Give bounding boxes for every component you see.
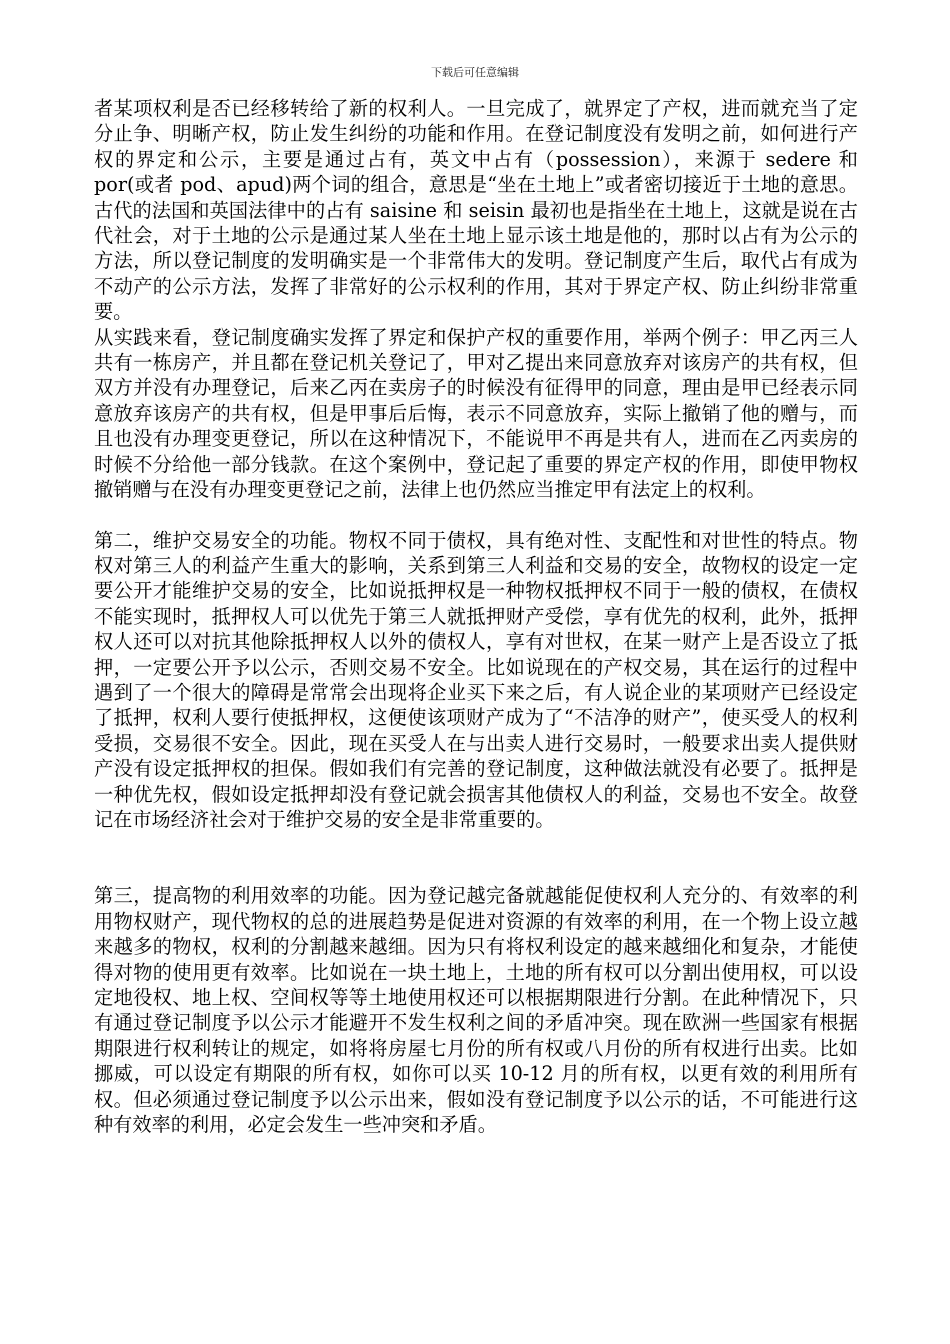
paragraph-practice-example: 从实践来看，登记制度确实发挥了界定和保护产权的重要作用，举两个例子：甲乙丙三人共有一栋房产，并且都在登记机关登记了，甲对乙提出来同意放弃对该房产的共有权，但双方并没有办理登记，后来乙丙在卖房子的时候没有征得甲的同意，理由是甲已经表示同意放弃该房产的共有权，但是甲事后后悔，表示不同意放弃，实际上撤销了他的赠与，而且也没有办理变更登记，所以在这种情况下，不能说甲不再是共有人，进而在乙丙卖房的时候不分给他一部分钱款。在这个案例中，登记起了重要的界定产权的作用，即使甲物权撤销赠与在没有办理变更登记之前，法律上也仍然应当推定甲有法定上的权利。	[94, 325, 858, 502]
paragraph-property-definition: 者某项权利是否已经移转给了新的权利人。一旦完成了，就界定了产权，进而就充当了定分止争、明晰产权，防止发生纠纷的功能和作用。在登记制度没有发明之前，如何进行产权的界定和公示，主要是通过占有，英文中占有（possession），来源于 sedere 和 por(或者 pod、apud)两个词的组合，意思是“坐在土地上”或者密切接近于土地的意思。古代的法国和英国法律中的占有 saisine 和 seisin 最初也是指坐在土地上，这就是说在古代社会，对于土地的公示是通过某人坐在土地上显示该土地是他的，那时以占有为公示的方法，所以登记制度的发明确实是一个非常伟大的发明。登记制度产生后，取代占有成为不动产的公示方法，发挥了非常好的公示权利的作用，其对于界定产权、防止纠纷非常重要。	[94, 97, 858, 324]
paragraph-spacer	[94, 832, 858, 883]
paragraph-utilization-efficiency: 第三，提高物的利用效率的功能。因为登记越完备就越能促使权利人充分的、有效率的利用物权财产，现代物权的总的进展趋势是促进对资源的有效率的利用，在一个物上设立越来越多的物权，权利的分割越来越细。因为只有将权利设定的越来越细化和复杂，才能使得对物的使用更有效率。比如说在一块土地上，土地的所有权可以分割出使用权，可以设定地役权、地上权、空间权等等土地使用权还可以根据期限进行分割。在此种情况下，只有通过登记制度予以公示才能避开不发生权利之间的矛盾冲突。现在欧洲一些国家有根据期限进行权利转让的规定，如将将房屋七月份的所有权或八月份的所有权进行出卖。比如挪威，可以设定有期限的所有权，如你可以买 10-12 月的所有权，以更有效的利用所有权。但必须通过登记制度予以公示出来，假如没有登记制度予以公示的话，不可能进行这种有效率的利用，必定会发生一些冲突和矛盾。	[94, 884, 858, 1137]
document-body	[94, 96, 858, 1137]
header-note: 下载后可任意编辑	[431, 66, 519, 79]
paragraph-spacer	[94, 503, 858, 528]
paragraph-transaction-safety: 第二，维护交易安全的功能。物权不同于债权，具有绝对性、支配性和对世性的特点。物权对第三人的利益产生重大的影响，关系到第三人利益和交易的安全，故物权的设定一定要公开才能维护交易的安全，比如说抵押权是一种物权抵押权不同于一般的债权，在债权不能实现时，抵押权人可以优先于第三人就抵押财产受偿，享有优先的权利，此外，抵押权人还可以对抗其他除抵押权人以外的债权人，享有对世权，在某一财产上是否设立了抵押，一定要公开予以公示，否则交易不安全。比如说现在的产权交易，其在运行的过程中遇到了一个很大的障碍是常常会出现将企业买下来之后，有人说企业的某项财产已经设定了抵押，权利人要行使抵押权，这便使该项财产成为了“不洁净的财产”，使买受人的权利受损，交易很不安全。因此，现在买受人在与出卖人进行交易时，一般要求出卖人提供财产没有设定抵押权的担保。假如我们有完善的登记制度，这种做法就没有必要了。抵押是一种优先权，假如设定抵押却没有登记就会损害其他债权人的利益，交易也不安全。故登记在市场经济社会对于维护交易的安全是非常重要的。	[94, 528, 858, 831]
